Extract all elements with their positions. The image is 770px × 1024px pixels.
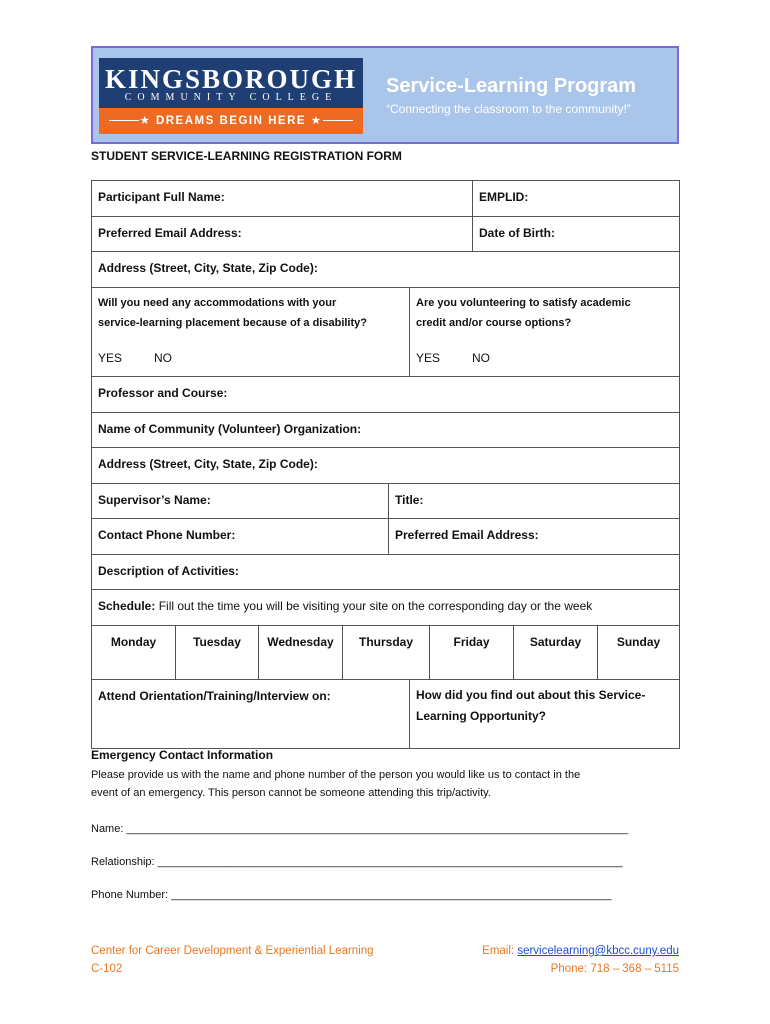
emergency-text-line1: Please provide us with the name and phone number of the person you would like us to contact in the [91, 769, 581, 781]
found-out-line1: How did you find out about this Service- [416, 688, 646, 702]
form-title: STUDENT SERVICE-LEARNING REGISTRATION FORM [91, 149, 402, 163]
academic-no[interactable]: NO [472, 351, 490, 365]
accommodations-question [92, 288, 409, 376]
day-friday[interactable]: Friday [429, 626, 513, 679]
row-address [91, 251, 680, 287]
footer-email-link[interactable]: servicelearning@kbcc.cuny.edu [517, 945, 679, 957]
footer-phone: Phone: 718 – 368 – 5115 [550, 963, 679, 975]
schedule-instructions [92, 590, 679, 625]
row-org-address [91, 447, 680, 483]
day-saturday[interactable]: Saturday [513, 626, 597, 679]
supervisor-email-field[interactable]: Preferred Email Address: [388, 519, 679, 554]
footer-center-name: Center for Career Development & Experiential Learning [91, 945, 374, 957]
row-organization [91, 412, 680, 447]
row-supervisor [91, 483, 680, 518]
emergency-text-line2: event of an emergency. This person cannot be someone attending this trip/activity. [91, 787, 491, 799]
emergency-title: Emergency Contact Information [91, 748, 274, 762]
description-field[interactable]: Description of Activities: [98, 564, 239, 578]
footer-contact [482, 942, 679, 978]
emergency-name-field[interactable]: Name: __________________________________________________________________________________ [91, 823, 629, 835]
row-professor [91, 376, 680, 412]
registration-form-table [91, 180, 680, 749]
email-field[interactable]: Preferred Email Address: [98, 226, 242, 240]
day-monday[interactable]: Monday [110, 635, 157, 649]
full-name-field[interactable]: Participant Full Name: [98, 190, 225, 204]
header-banner [91, 46, 679, 144]
logo-top-band [99, 58, 363, 108]
professor-course-field[interactable]: Professor and Course: [98, 386, 228, 400]
row-name-emplid [91, 180, 680, 216]
org-address-field[interactable]: Address (Street, City, State, Zip Code): [98, 457, 318, 471]
emergency-phone-field[interactable]: Phone Number: ________________________________________________________________________ [91, 889, 612, 901]
emergency-instructions [91, 766, 681, 802]
supervisor-title-field[interactable]: Title: [388, 484, 679, 518]
logo-bottom-band [99, 108, 363, 134]
logo-title: KINGSBOROUGH [104, 64, 358, 94]
day-wednesday[interactable]: Wednesday [258, 626, 342, 679]
footer-email-label: Email: [482, 945, 518, 957]
academic-question [409, 288, 679, 376]
row-accommodations [91, 287, 680, 376]
row-days [91, 625, 680, 679]
organization-field[interactable]: Name of Community (Volunteer) Organization: [98, 422, 362, 436]
footer-room: C-102 [91, 963, 123, 975]
accommodations-q-line2: service-learning placement because of a disability? [98, 317, 367, 329]
program-title: Service-Learning Program [386, 75, 637, 97]
emergency-relationship-field[interactable]: Relationship: ____________________________________________________________________________ [91, 856, 623, 868]
day-tuesday[interactable]: Tuesday [175, 626, 258, 679]
accommodations-no[interactable]: NO [154, 351, 172, 365]
row-description [91, 554, 680, 589]
row-email-dob [91, 216, 680, 251]
orientation-field[interactable]: Attend Orientation/Training/Interview on: [98, 689, 331, 703]
academic-yes[interactable]: YES [416, 351, 441, 365]
row-orientation [91, 679, 680, 749]
contact-phone-field[interactable]: Contact Phone Number: [98, 528, 236, 542]
dob-field[interactable]: Date of Birth: [472, 217, 679, 251]
day-thursday[interactable]: Thursday [342, 626, 429, 679]
emplid-field[interactable]: EMPLID: [472, 181, 679, 216]
supervisor-name-field[interactable]: Supervisor’s Name: [98, 493, 211, 507]
day-sunday[interactable]: Sunday [597, 626, 679, 679]
logo-divider-right [323, 120, 353, 121]
row-schedule [91, 589, 680, 625]
found-out-line2: Learning Opportunity? [416, 709, 546, 723]
row-contact [91, 518, 680, 554]
program-subtitle: “Connecting the classroom to the community!” [386, 102, 631, 116]
schedule-label: Schedule: [98, 599, 156, 613]
footer-email-line [482, 942, 679, 960]
academic-q-line1: Are you volunteering to satisfy academic [416, 297, 631, 309]
logo-tagline: ★ DREAMS BEGIN HERE ★ [139, 115, 323, 127]
found-out-field[interactable] [409, 680, 679, 748]
footer-office [91, 942, 374, 978]
academic-q-line2: credit and/or course options? [416, 317, 572, 329]
schedule-text: Fill out the time you will be visiting your site on the corresponding day or the week [158, 599, 593, 613]
accommodations-q-line1: Will you need any accommodations with your [98, 297, 337, 309]
address-field[interactable]: Address (Street, City, State, Zip Code): [98, 261, 318, 275]
accommodations-yes[interactable]: YES [98, 351, 123, 365]
college-logo [99, 58, 363, 134]
logo-subtitle: COMMUNITY COLLEGE [124, 92, 338, 103]
